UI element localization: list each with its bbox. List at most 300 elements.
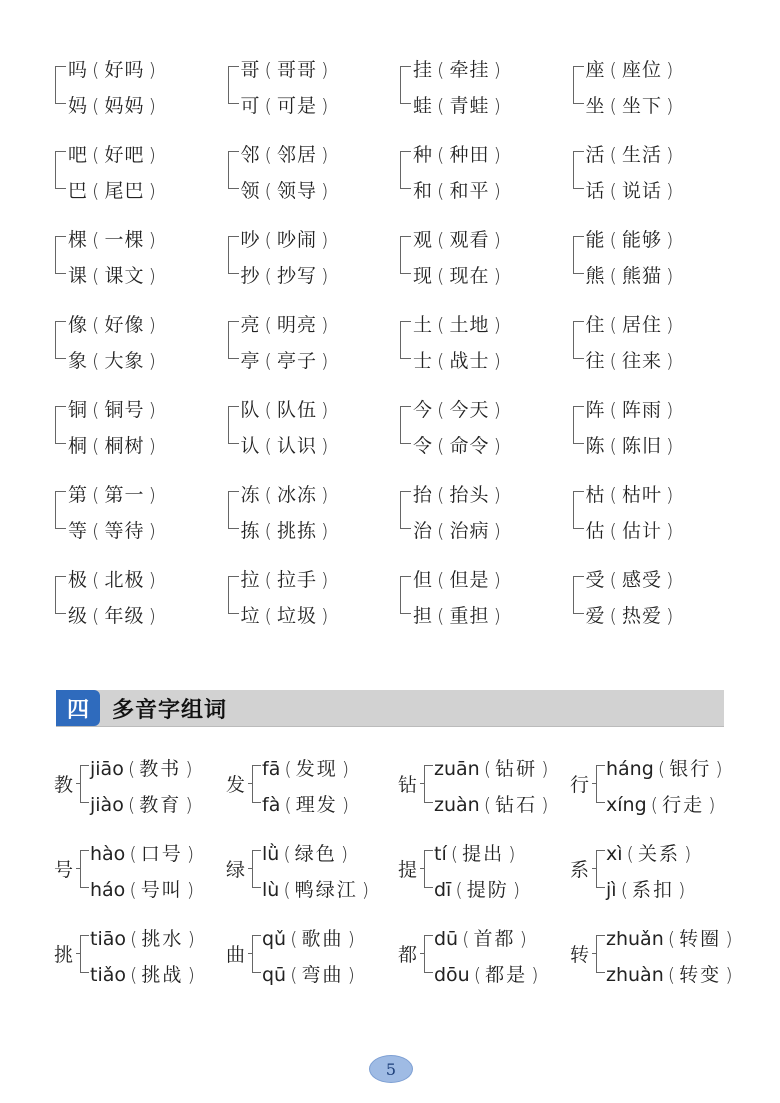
character: 观 bbox=[413, 229, 434, 251]
character: 桐 bbox=[68, 435, 89, 457]
close-paren: ) bbox=[493, 399, 502, 421]
pair-entry-top bbox=[241, 225, 334, 252]
word: 战士 bbox=[449, 350, 490, 372]
pair-entry-top bbox=[413, 55, 506, 82]
open-paren: ( bbox=[129, 879, 137, 901]
open-paren: ( bbox=[650, 794, 659, 816]
character-pair bbox=[397, 135, 570, 207]
open-paren: ( bbox=[609, 350, 618, 372]
open-paren: ( bbox=[130, 928, 138, 950]
word: 首都 bbox=[473, 928, 516, 950]
bracket-line bbox=[573, 576, 584, 614]
polyphonic-characters-section bbox=[52, 752, 752, 1007]
pair-entry-top bbox=[586, 310, 679, 337]
open-paren: ( bbox=[437, 435, 446, 457]
character: 话 bbox=[585, 180, 606, 202]
page-number: 5 bbox=[369, 1055, 413, 1083]
close-paren: ) bbox=[148, 180, 157, 202]
pair-entry-bottom bbox=[586, 601, 679, 628]
pair-entry-top bbox=[241, 140, 334, 167]
character-pair bbox=[397, 560, 570, 632]
pair-entry-bottom bbox=[586, 261, 679, 288]
open-paren: ( bbox=[290, 928, 298, 950]
pinyin: qū bbox=[262, 964, 287, 986]
character: 邻 bbox=[240, 144, 261, 166]
pair-entry-bottom bbox=[241, 431, 334, 458]
pinyin: háng bbox=[606, 758, 654, 780]
word: 治病 bbox=[449, 520, 490, 542]
character-pair bbox=[225, 135, 398, 207]
character-pair bbox=[570, 475, 743, 547]
open-paren: ( bbox=[264, 59, 273, 81]
reading-top bbox=[262, 839, 352, 866]
close-paren: ) bbox=[148, 350, 157, 372]
pinyin: zhuǎn bbox=[606, 928, 664, 950]
pinyin: háo bbox=[90, 879, 126, 901]
pinyin: zhuàn bbox=[606, 964, 664, 986]
open-paren: ( bbox=[284, 794, 292, 816]
polyphonic-entry bbox=[568, 837, 740, 909]
word: 年级 bbox=[104, 605, 145, 627]
word: 往来 bbox=[621, 350, 662, 372]
word: 青蛙 bbox=[449, 95, 490, 117]
character-pair bbox=[397, 220, 570, 292]
character-pair bbox=[52, 220, 225, 292]
bracket-line bbox=[55, 151, 66, 189]
character: 亮 bbox=[240, 314, 261, 336]
head-character: 转 bbox=[570, 944, 590, 966]
close-paren: ) bbox=[320, 180, 330, 202]
bracket-line bbox=[55, 66, 66, 104]
pair-entry-top bbox=[586, 395, 679, 422]
pair-row bbox=[52, 475, 742, 560]
word: 行走 bbox=[662, 794, 705, 816]
character: 铜 bbox=[68, 399, 89, 421]
character: 土 bbox=[413, 314, 434, 336]
open-paren: ( bbox=[437, 265, 446, 287]
character: 蛙 bbox=[413, 95, 434, 117]
bracket-line bbox=[596, 850, 605, 888]
word: 好吗 bbox=[104, 59, 145, 81]
character: 挂 bbox=[413, 59, 434, 81]
character: 种 bbox=[413, 144, 434, 166]
character: 课 bbox=[68, 265, 89, 287]
reading-bottom bbox=[262, 875, 373, 902]
pair-entry-top bbox=[413, 565, 506, 592]
word: 说话 bbox=[621, 180, 662, 202]
character: 吗 bbox=[68, 59, 89, 81]
open-paren: ( bbox=[264, 144, 273, 166]
word: 估计 bbox=[621, 520, 662, 542]
reading-bottom bbox=[606, 875, 689, 902]
open-paren: ( bbox=[473, 964, 482, 986]
reading-bottom bbox=[262, 790, 353, 817]
word: 吵闹 bbox=[276, 229, 317, 251]
pinyin: xíng bbox=[606, 794, 647, 816]
word: 感受 bbox=[621, 569, 662, 591]
word: 转圈 bbox=[679, 928, 722, 950]
bracket-line bbox=[573, 66, 584, 104]
character-pair bbox=[225, 560, 398, 632]
character: 能 bbox=[585, 229, 606, 251]
close-paren: ) bbox=[347, 928, 355, 950]
pinyin: zuàn bbox=[434, 794, 480, 816]
pair-entry-bottom bbox=[241, 176, 334, 203]
character: 往 bbox=[585, 350, 606, 372]
pinyin: xì bbox=[606, 843, 623, 865]
word: 邻居 bbox=[276, 144, 317, 166]
close-paren: ) bbox=[148, 435, 157, 457]
pinyin: tí bbox=[434, 843, 447, 865]
pair-entry-top bbox=[241, 55, 334, 82]
pair-entry-top bbox=[586, 225, 679, 252]
word: 好吧 bbox=[104, 144, 145, 166]
word: 大象 bbox=[104, 350, 145, 372]
character: 士 bbox=[413, 350, 434, 372]
bracket-line bbox=[400, 406, 411, 444]
bracket-line bbox=[573, 491, 584, 529]
open-paren: ( bbox=[264, 605, 273, 627]
word: 挑拣 bbox=[276, 520, 317, 542]
head-character: 系 bbox=[570, 859, 590, 881]
pinyin: dī bbox=[434, 879, 452, 901]
close-paren: ) bbox=[665, 229, 675, 251]
bracket-line bbox=[573, 321, 584, 359]
reading-top bbox=[434, 924, 531, 951]
polyphonic-entry bbox=[224, 837, 396, 909]
character: 现 bbox=[413, 265, 434, 287]
reading-top bbox=[606, 839, 695, 866]
pair-entry-top bbox=[68, 480, 161, 507]
character-pair bbox=[570, 220, 743, 292]
word: 明亮 bbox=[276, 314, 317, 336]
pair-entry-bottom bbox=[68, 346, 161, 373]
close-paren: ) bbox=[320, 435, 330, 457]
open-paren: ( bbox=[127, 794, 136, 816]
reading-bottom bbox=[90, 960, 199, 987]
bracket-line bbox=[400, 66, 411, 104]
bracket-line bbox=[424, 765, 433, 803]
open-paren: ( bbox=[609, 144, 618, 166]
bracket-line bbox=[424, 935, 433, 973]
pinyin: tiǎo bbox=[90, 964, 126, 986]
reading-bottom bbox=[434, 790, 553, 817]
close-paren: ) bbox=[341, 794, 350, 816]
bracket-line bbox=[228, 151, 239, 189]
character: 等 bbox=[68, 520, 89, 542]
character: 座 bbox=[585, 59, 606, 81]
head-character: 教 bbox=[54, 774, 74, 796]
bracket-line bbox=[252, 935, 261, 973]
close-paren: ) bbox=[320, 605, 330, 627]
pair-entry-top bbox=[241, 310, 334, 337]
bracket-line bbox=[400, 576, 411, 614]
open-paren: ( bbox=[264, 95, 273, 117]
pair-entry-bottom bbox=[413, 91, 506, 118]
pair-entry-bottom bbox=[68, 91, 161, 118]
pinyin: jiāo bbox=[90, 758, 124, 780]
word: 居住 bbox=[621, 314, 662, 336]
reading-top bbox=[434, 839, 520, 866]
character: 活 bbox=[585, 144, 606, 166]
character: 枯 bbox=[585, 484, 606, 506]
open-paren: ( bbox=[92, 144, 101, 166]
close-paren: ) bbox=[493, 484, 502, 506]
pair-entry-top bbox=[241, 480, 334, 507]
pair-row bbox=[52, 220, 742, 305]
close-paren: ) bbox=[665, 59, 675, 81]
close-paren: ) bbox=[320, 314, 330, 336]
word: 拉手 bbox=[276, 569, 317, 591]
open-paren: ( bbox=[264, 350, 273, 372]
open-paren: ( bbox=[483, 794, 492, 816]
pair-entry-bottom bbox=[241, 516, 334, 543]
close-paren: ) bbox=[347, 964, 355, 986]
word: 鸭绿江 bbox=[294, 879, 358, 901]
character: 队 bbox=[240, 399, 261, 421]
pinyin: dū bbox=[434, 928, 459, 950]
polyphonic-entry bbox=[568, 922, 740, 994]
close-paren: ) bbox=[493, 435, 502, 457]
close-paren: ) bbox=[665, 484, 675, 506]
character: 爱 bbox=[585, 605, 606, 627]
character: 熊 bbox=[585, 265, 606, 287]
character: 棵 bbox=[68, 229, 89, 251]
close-paren: ) bbox=[708, 794, 716, 816]
pair-entry-bottom bbox=[413, 176, 506, 203]
pair-entry-top bbox=[68, 55, 161, 82]
pinyin: lǜ bbox=[262, 843, 280, 865]
open-paren: ( bbox=[264, 314, 273, 336]
close-paren: ) bbox=[665, 569, 675, 591]
head-character: 钻 bbox=[398, 774, 418, 796]
bracket-line bbox=[400, 321, 411, 359]
pair-entry-bottom bbox=[68, 601, 161, 628]
word: 好像 bbox=[104, 314, 145, 336]
character: 抄 bbox=[240, 265, 261, 287]
character-pair bbox=[397, 390, 570, 462]
character: 可 bbox=[240, 95, 261, 117]
character-pair bbox=[570, 560, 743, 632]
head-character: 挑 bbox=[54, 944, 74, 966]
pinyin: lù bbox=[262, 879, 280, 901]
word: 座位 bbox=[621, 59, 662, 81]
close-paren: ) bbox=[665, 520, 675, 542]
bracket-line bbox=[400, 491, 411, 529]
close-paren: ) bbox=[320, 144, 330, 166]
close-paren: ) bbox=[665, 144, 675, 166]
character: 巴 bbox=[68, 180, 89, 202]
open-paren: ( bbox=[437, 520, 446, 542]
reading-top bbox=[606, 924, 737, 951]
pair-entry-bottom bbox=[586, 431, 679, 458]
polyphonic-entry bbox=[396, 922, 568, 994]
open-paren: ( bbox=[483, 758, 492, 780]
bracket-line bbox=[80, 850, 89, 888]
character: 拉 bbox=[240, 569, 261, 591]
open-paren: ( bbox=[462, 928, 470, 950]
reading-bottom bbox=[90, 875, 198, 902]
open-paren: ( bbox=[437, 180, 446, 202]
character: 认 bbox=[240, 435, 261, 457]
pinyin: hào bbox=[90, 843, 126, 865]
character: 估 bbox=[585, 520, 606, 542]
close-paren: ) bbox=[493, 229, 502, 251]
pinyin: zuān bbox=[434, 758, 480, 780]
pinyin: jiào bbox=[90, 794, 124, 816]
close-paren: ) bbox=[320, 350, 330, 372]
bracket-line bbox=[55, 576, 66, 614]
word: 都是 bbox=[485, 964, 528, 986]
character: 坐 bbox=[585, 95, 606, 117]
close-paren: ) bbox=[493, 180, 502, 202]
close-paren: ) bbox=[725, 964, 733, 986]
word: 第一 bbox=[104, 484, 145, 506]
character-pair bbox=[52, 135, 225, 207]
close-paren: ) bbox=[185, 758, 193, 780]
open-paren: ( bbox=[620, 879, 628, 901]
close-paren: ) bbox=[665, 399, 675, 421]
word: 和平 bbox=[449, 180, 490, 202]
bracket-line bbox=[55, 236, 66, 274]
character-pair bbox=[225, 475, 398, 547]
open-paren: ( bbox=[92, 314, 101, 336]
close-paren: ) bbox=[665, 95, 675, 117]
pair-entry-top bbox=[586, 480, 679, 507]
head-character: 发 bbox=[226, 774, 246, 796]
pinyin: fà bbox=[262, 794, 281, 816]
reading-bottom bbox=[434, 875, 524, 902]
word: 可是 bbox=[276, 95, 317, 117]
word: 一棵 bbox=[104, 229, 145, 251]
open-paren: ( bbox=[437, 484, 446, 506]
word: 口号 bbox=[140, 843, 183, 865]
pair-row bbox=[52, 560, 742, 645]
character-pair bbox=[570, 50, 743, 122]
open-paren: ( bbox=[667, 964, 676, 986]
open-paren: ( bbox=[264, 180, 273, 202]
character: 哥 bbox=[240, 59, 261, 81]
pair-entry-top bbox=[586, 55, 679, 82]
open-paren: ( bbox=[450, 843, 459, 865]
word: 提防 bbox=[466, 879, 509, 901]
open-paren: ( bbox=[609, 605, 618, 627]
pair-entry-bottom bbox=[413, 516, 506, 543]
open-paren: ( bbox=[127, 758, 136, 780]
open-paren: ( bbox=[264, 520, 273, 542]
character-pair bbox=[225, 50, 398, 122]
polyphonic-row bbox=[52, 752, 752, 837]
bracket-line bbox=[55, 491, 66, 529]
word: 但是 bbox=[449, 569, 490, 591]
bracket-line bbox=[228, 491, 239, 529]
word: 教书 bbox=[139, 758, 182, 780]
close-paren: ) bbox=[665, 180, 675, 202]
word: 发现 bbox=[295, 758, 338, 780]
polyphonic-entry bbox=[396, 837, 568, 909]
character-pair bbox=[225, 390, 398, 462]
word: 土地 bbox=[449, 314, 490, 336]
open-paren: ( bbox=[92, 59, 101, 81]
bracket-line bbox=[596, 765, 605, 803]
pair-entry-bottom bbox=[241, 601, 334, 628]
polyphonic-entry bbox=[568, 752, 740, 824]
close-paren: ) bbox=[493, 520, 502, 542]
character: 陈 bbox=[585, 435, 606, 457]
bracket-line bbox=[573, 151, 584, 189]
open-paren: ( bbox=[92, 265, 101, 287]
word: 抄写 bbox=[276, 265, 317, 287]
close-paren: ) bbox=[541, 794, 549, 816]
close-paren: ) bbox=[493, 265, 502, 287]
character-pair bbox=[225, 220, 398, 292]
bracket-line bbox=[55, 406, 66, 444]
head-character: 都 bbox=[398, 944, 418, 966]
open-paren: ( bbox=[130, 964, 138, 986]
head-character: 曲 bbox=[226, 944, 246, 966]
close-paren: ) bbox=[531, 964, 539, 986]
open-paren: ( bbox=[92, 95, 101, 117]
close-paren: ) bbox=[148, 314, 157, 336]
character-pair bbox=[52, 50, 225, 122]
word: 命令 bbox=[449, 435, 490, 457]
open-paren: ( bbox=[609, 520, 618, 542]
close-paren: ) bbox=[678, 879, 686, 901]
open-paren: ( bbox=[264, 484, 273, 506]
polyphonic-entry bbox=[52, 922, 224, 994]
head-character: 绿 bbox=[226, 859, 246, 881]
pair-entry-bottom bbox=[68, 516, 161, 543]
close-paren: ) bbox=[148, 520, 157, 542]
close-paren: ) bbox=[493, 144, 502, 166]
bracket-line bbox=[252, 850, 261, 888]
close-paren: ) bbox=[186, 843, 195, 865]
bracket-line bbox=[228, 236, 239, 274]
open-paren: ( bbox=[92, 520, 101, 542]
close-paren: ) bbox=[493, 350, 502, 372]
close-paren: ) bbox=[493, 569, 502, 591]
close-paren: ) bbox=[148, 605, 157, 627]
pair-entry-bottom bbox=[241, 91, 334, 118]
pair-entry-bottom bbox=[413, 261, 506, 288]
reading-top bbox=[262, 924, 359, 951]
word: 队伍 bbox=[276, 399, 317, 421]
word: 认识 bbox=[276, 435, 317, 457]
polyphonic-entry bbox=[224, 752, 396, 824]
bracket-line bbox=[252, 765, 261, 803]
character-pair bbox=[397, 305, 570, 377]
word: 今天 bbox=[449, 399, 490, 421]
head-character: 提 bbox=[398, 859, 418, 881]
close-paren: ) bbox=[493, 95, 502, 117]
polyphonic-entry bbox=[224, 922, 396, 994]
pair-entry-bottom bbox=[413, 346, 506, 373]
close-paren: ) bbox=[148, 144, 157, 166]
pair-entry-top bbox=[413, 480, 506, 507]
close-paren: ) bbox=[665, 605, 675, 627]
pair-entry-top bbox=[413, 140, 506, 167]
close-paren: ) bbox=[320, 95, 330, 117]
open-paren: ( bbox=[437, 144, 446, 166]
pair-row bbox=[52, 390, 742, 475]
open-paren: ( bbox=[626, 843, 634, 865]
pair-entry-bottom bbox=[413, 431, 506, 458]
word: 挑战 bbox=[141, 964, 184, 986]
open-paren: ( bbox=[609, 314, 618, 336]
open-paren: ( bbox=[609, 435, 618, 457]
open-paren: ( bbox=[290, 964, 298, 986]
pair-entry-bottom bbox=[241, 261, 334, 288]
